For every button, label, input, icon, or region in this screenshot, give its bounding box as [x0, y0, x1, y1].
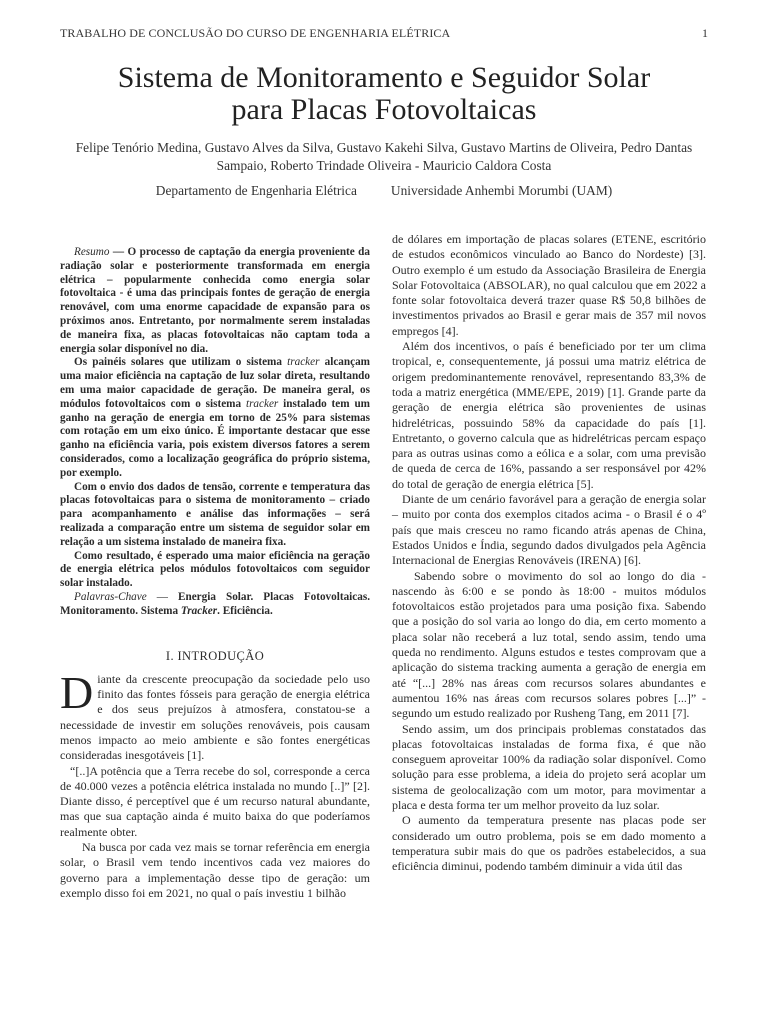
- section-heading-introduction: I. INTRODUÇÃO: [165, 648, 265, 663]
- intro-paragraph-2: “[..]A potência que a Terra recebe do sol, corresponde a cerca de 40.000 vezes a potência elétrica instalada no mundo [..]” [2]. Diante disso, é perceptível que é um recurso natural abundante, mas que sua captação ainda é muito baixa do que poderíamos realmente obter.: [60, 763, 370, 839]
- abstract: [60, 246, 370, 591]
- right-column: [392, 232, 706, 874]
- page-header: [60, 26, 708, 44]
- right-paragraph-3: Diante de um cenário favorável para a geração de energia solar – muito por conta dos exemplos citados acima - o Brasil é o 4º país que mais cresceu no ramo ficando atrás apenas de China, Estados Unidos e Índia, segundo dados divulgados pela Agência Internacional de Energias Renováveis (IRENA) [6].: [392, 492, 706, 568]
- page-number: 1: [702, 26, 708, 40]
- right-paragraph-6: O aumento da temperatura presente nas placas pode ser considerado um outro problema, pois se em dado momento a temperatura subir mais do que os padrões estabelecidos, a sua eficiência diminui, podendo também diminuir a vida útil das: [392, 813, 706, 874]
- abstract-paragraph-1: Resumo — O processo de captação da energia proveniente da radiação solar e posteriormente transformada em energia elétrica – popularmente conhecida como energia solar fotovoltaica - é uma das principais fontes de geração de energia renovável, com uma enorme capacidade de expansão para os próximos anos. Entretanto, por normalmente serem instaladas de maneira fixa, as placas fotovoltaicas não captam toda a energia solar disponível no dia.: [60, 246, 370, 355]
- intro-paragraph-3: Na busca por cada vez mais se tornar referência em energia solar, o Brasil vem tendo incentivos cada vez maiores do governo para a implementação desse tipo de geração: um exemplo disso foi em 2021, no qual o país investiu 1 bilhão: [60, 839, 370, 900]
- author-list: Felipe Tenório Medina, Gustavo Alves da Silva, Gustavo Kakehi Silva, Gustavo Martins de Oliveira, Pedro Dantas Sampaio, Roberto Trindade Oliveira - Mauricio Caldora Costa: [75, 140, 693, 173]
- title-line-2: para Placas Fotovoltaicas: [231, 93, 537, 126]
- university: Universidade Anhembi Morumbi (UAM): [390, 183, 613, 198]
- affiliation: [58, 182, 710, 200]
- department: Departamento de Engenharia Elétrica: [155, 183, 357, 198]
- abstract-paragraph-4: Como resultado, é esperado uma maior eficiência na geração de energia elétrica pelos módulos fotovoltaicos com seguidor solar instalado.: [60, 549, 370, 590]
- right-paragraph-2: Além dos incentivos, o país é beneficiado por ter um clima tropical, e, consequentemente, já possui uma matriz elétrica de origem predominantemente renovável, representando 83,3% de toda a matriz energética (MME/EPE, 2019) [1]. Grande parte da geração de energia elétrica são provenientes de usinas hidrelétricas, possuindo 58% da capacidade do país [1]. Entretanto, o governo calcula que as hidrelétricas percam espaço para as outras usinas como a eólica e a solar, com uma previsão de queda de cerca de 16%, passando a ser responsável por 42% do total de geração de energia elétrica [5].: [392, 339, 706, 491]
- abstract-label: Resumo: [74, 246, 110, 258]
- drop-cap: D: [60, 666, 94, 718]
- right-paragraph-5: Sendo assim, um dos principais problemas constatados das placas fotovoltaicas instaladas de forma fixa, é que não conseguem aproveitar 100% da radiação solar disponível. Como solução para esse problema, a ideia do projeto será acoplar um sistema de geolocalização com um motor, para movimentar a placa e desta forma ter um melhor proveito da luz solar.: [392, 721, 706, 812]
- right-paragraph-1: de dólares em importação de placas solares (ETENE, escritório de estudos econômicos vinculado ao Banco do Nordeste) [3]. Outro exemplo é um estudo da Associação Brasileira de Energia Solar Fotovoltaica (ABSOLAR), no qual calculou que em 2022 a fonte solar fotovoltaica deverá trazer quase R$ 50,8 bilhões de investimentos privados ao Brasil e gerar mais de 357 mil novos empregos [4].: [392, 232, 706, 338]
- intro-paragraph-1: Diante da crescente preocupação da sociedade pelo uso finito das fontes fósseis para geração de energia elétrica e dos seus prejuízos à atmosfera, constatou-se a necessidade de investir em soluções renováveis, pois causam menos impacto ao meio ambiente e são fontes energéticas consideradas inesgotáveis [1].: [60, 666, 370, 763]
- title-line-1: Sistema de Monitoramento e Seguidor Solar: [117, 61, 651, 94]
- running-title: TRABALHO DE CONCLUSÃO DO CURSO DE ENGENHARIA ELÉTRICA: [60, 26, 451, 40]
- right-paragraph-4: Sabendo sobre o movimento do sol ao longo do dia - nascendo às 6:00 e se pondo às 18:00 - muitos módulos fotovoltaicos estão projetados para uma posição fixa. Sabendo que a posição do sol varia ao longo do dia, em certo momento a placa solar não receberá a luz total, sendo assim, tendo uma queda no rendimento. Alguns estudos e testes comprovam que a aplicação do sistema tracking aumenta a geração de energia em até “[...] 28% nas áreas com recursos solares abundantes e aumentou 16% nas áreas com recursos solares pobres [...]” -segundo um estudo realizado por Rusheng Tang, em 2011 [7].: [392, 568, 706, 721]
- keywords: Palavras-Chave — Energia Solar. Placas Fotovoltaicas. Monitoramento. Sistema Tracker. Eficiência.: [60, 590, 370, 617]
- paper-title: [60, 62, 708, 126]
- left-column: [60, 246, 370, 901]
- introduction-body: [60, 666, 370, 901]
- abstract-paragraph-2: Os painéis solares que utilizam o sistema tracker alcançam uma maior eficiência na captação de luz solar direta, resultando em uma maior capacidade de geração. De maneira geral, os módulos fotovoltaicos com o sistema tracker instalado tem um ganho na geração de energia em torno de 25% para sistemas com rotação em um eixo único. É importante destacar que esse ganho na eficiência varia, pois existem diversos fatores a serem considerados, como a localização geográfica do próprio sistema, por exemplo.: [60, 356, 370, 479]
- abstract-paragraph-3: Com o envio dos dados de tensão, corrente e temperatura das placas fotovoltaicas para o sistema de monitoramento – criado para acompanhamento e análise das informações – será realizada a comparação entre um sistema de seguidor solar em relação a um sistema instalado de maneira fixa.: [60, 480, 370, 548]
